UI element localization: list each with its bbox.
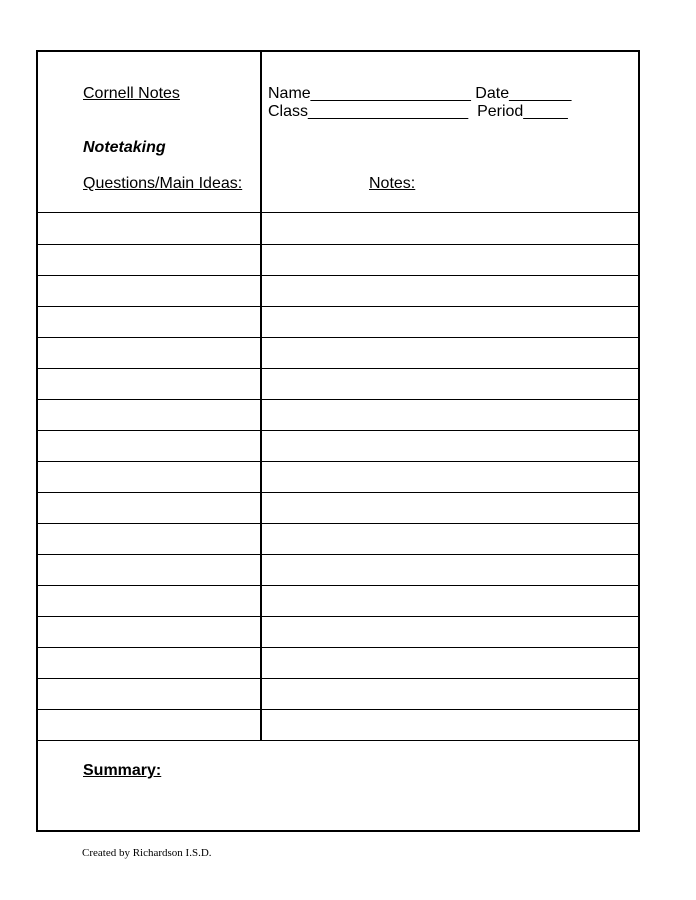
sheet-subtitle: Notetaking bbox=[83, 139, 166, 156]
header-divider bbox=[38, 212, 638, 213]
note-row-line bbox=[38, 275, 638, 276]
note-row-line bbox=[38, 647, 638, 648]
footer-credit: Created by Richardson I.S.D. bbox=[82, 847, 212, 859]
note-row-line bbox=[38, 554, 638, 555]
sheet-title: Cornell Notes bbox=[83, 85, 180, 102]
note-row-line bbox=[38, 399, 638, 400]
note-row-line bbox=[38, 244, 638, 245]
note-row-line bbox=[38, 461, 638, 462]
name-date-field[interactable]: Name__________________ Date_______ bbox=[268, 85, 572, 102]
column-divider bbox=[260, 52, 262, 740]
note-row-line bbox=[38, 492, 638, 493]
note-row-line bbox=[38, 306, 638, 307]
note-row-line bbox=[38, 616, 638, 617]
questions-column-label: Questions/Main Ideas: bbox=[83, 175, 243, 192]
note-row-line bbox=[38, 585, 638, 586]
note-row-line bbox=[38, 337, 638, 338]
note-row-line bbox=[38, 678, 638, 679]
note-row-line bbox=[38, 368, 638, 369]
note-row-line bbox=[38, 709, 638, 710]
cornell-notes-sheet bbox=[36, 50, 640, 832]
notes-column-label: Notes: bbox=[369, 175, 416, 192]
note-row-line bbox=[38, 430, 638, 431]
summary-label: Summary: bbox=[83, 762, 162, 779]
summary-divider bbox=[38, 740, 638, 741]
class-period-field[interactable]: Class__________________ Period_____ bbox=[268, 103, 568, 120]
note-row-line bbox=[38, 523, 638, 524]
